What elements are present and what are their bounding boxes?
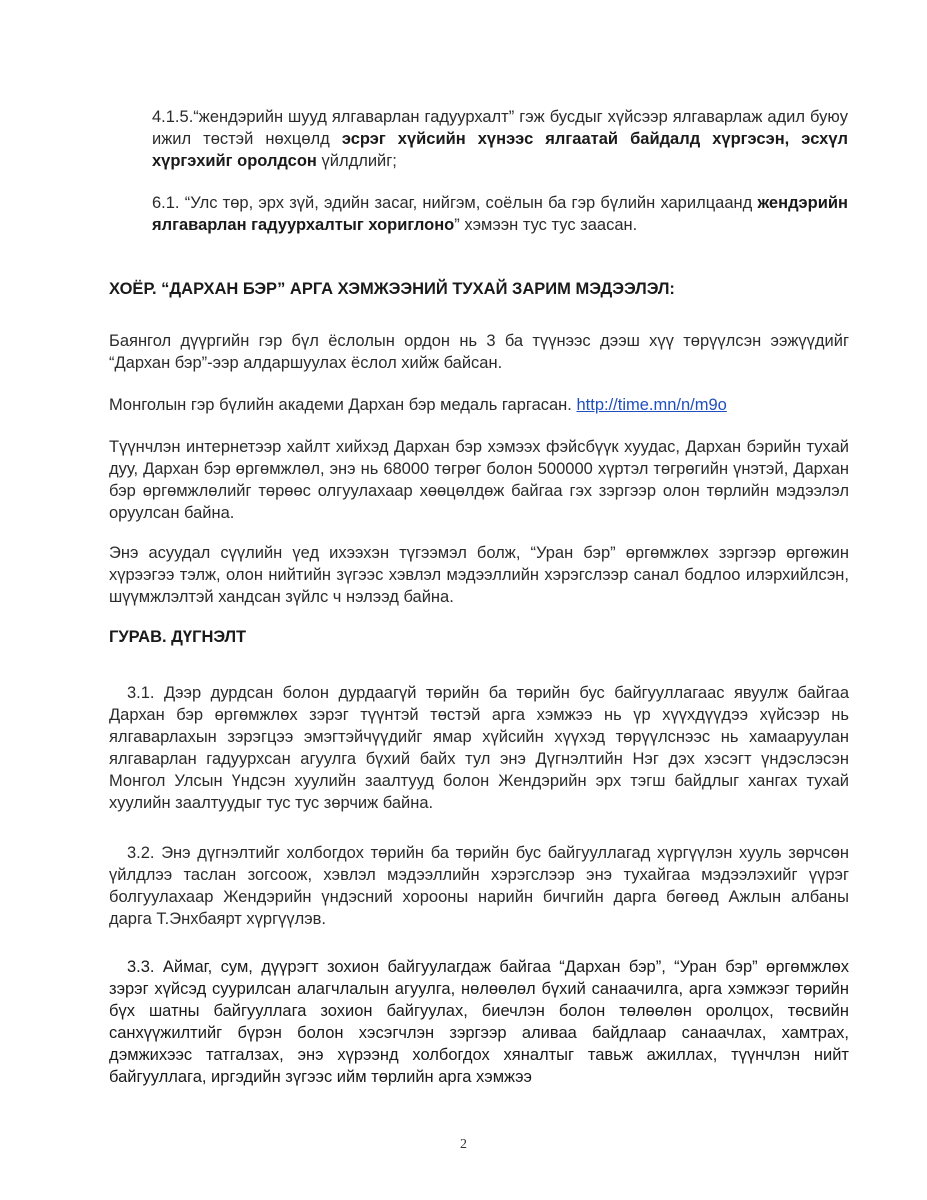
paragraph-6-1 [152,192,848,236]
p33-number: 3.3. [127,958,163,976]
section-2-heading-colon: : [669,280,675,298]
section-2-paragraph-2 [109,394,849,416]
section-2-heading-title: . “ДАРХАН БЭР” АРГА ХЭМЖЭЭНИЙ ТУХАЙ ЗАРИМ МЭДЭЭЛЭЛ [151,280,670,298]
section-2-paragraph-1: Баянгол дүүргийн гэр бүл ёслолын ордон нь 3 ба түүнээс дээш хүү төрүүлсэн ээжүүдийг “Дархан бэр”-ээр алдаршуулах ёслол хийж байсан. [109,332,849,372]
section-2-paragraph-3: Түүнчлэн интернетээр хайлт хийхэд Дархан бэр хэмээх фэйсбүүк хуудас, Дархан бэрийн тухай дуу, Дархан бэр өргөмжлөл, энэ нь 68000 төгрөг болон 500000 хүртэл төгрөгийн үнэтэй, Дархан бэр өргөмжлөлийг төрөөс олгуулахаар хөөцөлдөж байгаа гэх зэргээр олон төрлийн мэдээлэл оруулсан байна. [109,438,849,522]
section-2-paragraph-2-text: Монголын гэр бүлийн академи Дархан бэр медаль гаргасан. [109,396,577,414]
p415-text-a: 4.1.5.“жендэрийн шууд ялгаварлан гадуурхалт” гэж бусдыг хүйсээр ялгаварлаж адил буюу ижил төстэй нөхцөлд [152,108,848,148]
paragraph-3-2: 3.2. Энэ дүгнэлтийг холбогдох төрийн ба төрийн бус байгууллагад хүргүүлэн хууль зөрчсөн үйлдлээ таслан зогсоож, хэвлэл мэдээллийн хэрэгслээр энэ тухайгаа мэдээлэхийг үүрэг болгуулахаар Жендэрийн үндэсний хорооны нарийн бичгийн дарга бөгөөд Ажлын албаны дарга Т.Энхбаярт хүргүүлэв. [109,844,849,928]
p415-text-c: үйлдлийг; [316,152,397,170]
p61-text-a: 6.1. “Улс төр, эрх зүй, эдийн засаг, нийгэм, соёлын ба гэр бүлийн харилцаанд [152,194,758,212]
paragraph-3-1: 3.1. Дээр дурдсан болон дурдаагүй төрийн ба төрийн бус байгууллагаас явуулж байгаа Дархан бэр өргөмжлөх зэрэг түүнтэй төстэй арга хэмжээ нь үр хүүхдүүдээ хүйсээр нь ялгаварлахын зэрэгцээ эмэгтэйчүүдийг ямар хүйсийн хүүхэд төрүүлснээс нь хамааруулан ялгаварлан гадуурхсан агуулга бүхий байх тул энэ Дүгнэлтийн Нэг дэх хэсэгт үндэслэсэн Монгол Улсын Үндсэн хуулийн заалтууд болон Жендэрийн эрх тэгш байдлыг хангах тухай хуулийн заалтуудыг тус тус зөрчиж байна. [109,684,849,812]
p61-bold: жендэрийн ялгаварлан гадуурхалтыг хориглоно [152,194,848,234]
section-3-heading: ГУРАВ. ДҮГНЭЛТ [109,628,247,646]
section-2-heading-number: ХОЁР [109,280,152,298]
section-2-paragraph-4: Энэ асуудал сүүлийн үед ихээхэн түгээмэл болж, “Уран бэр” өргөмжлөх зэргээр өргөжин хүрээгээ тэлж, олон нийтийн зүгээс хэвлэл мэдээллийн хэрэгслээр санал бодлоо илэрхийлсэн, шүүмжлэлтэй хандсан зүйлс ч нэлээд байна. [109,544,849,606]
p33-text: Аймаг, сум, дүүрэгт зохион байгуулагдаж байгаа “Дархан бэр”, “Уран бэр” өргөмжлөх зэрэг хүйсэд суурилсан алагчлалын агуулга, нөлөөлөл бүхий санаачилга, арга хэмжээг төрийн бүх шатны байгууллага зохион байгуулах, биечлэн болон төлөөлөн оролцох, төсвийн санхүүжилтийг бүрэн болон хэсэгчлэн зэргээр аливаа байдлаар санаачлах, хамтрах, дэмжихээс татгалзах, энэ хүрээнд холбогдох хяналтыг тавьж ажиллах, түүнчлэн нийт байгууллага, иргэдийн зүгээс ийм төрлийн арга хэмжээ [109,958,850,1086]
p61-text-c: ” хэмээн тус тус заасан. [454,216,638,234]
page-number: 2 [460,1137,467,1152]
p415-bold: эсрэг хүйсийн хүнээс ялгаатай байдалд хүргэсэн, эсхүл хүргэхийг оролдсон [152,130,848,170]
paragraph-4-1-5 [152,106,848,172]
time-mn-link[interactable]: http://time.mn/n/m9o [576,396,727,414]
section-2-heading [109,278,849,300]
paragraph-3-3 [109,956,849,1088]
